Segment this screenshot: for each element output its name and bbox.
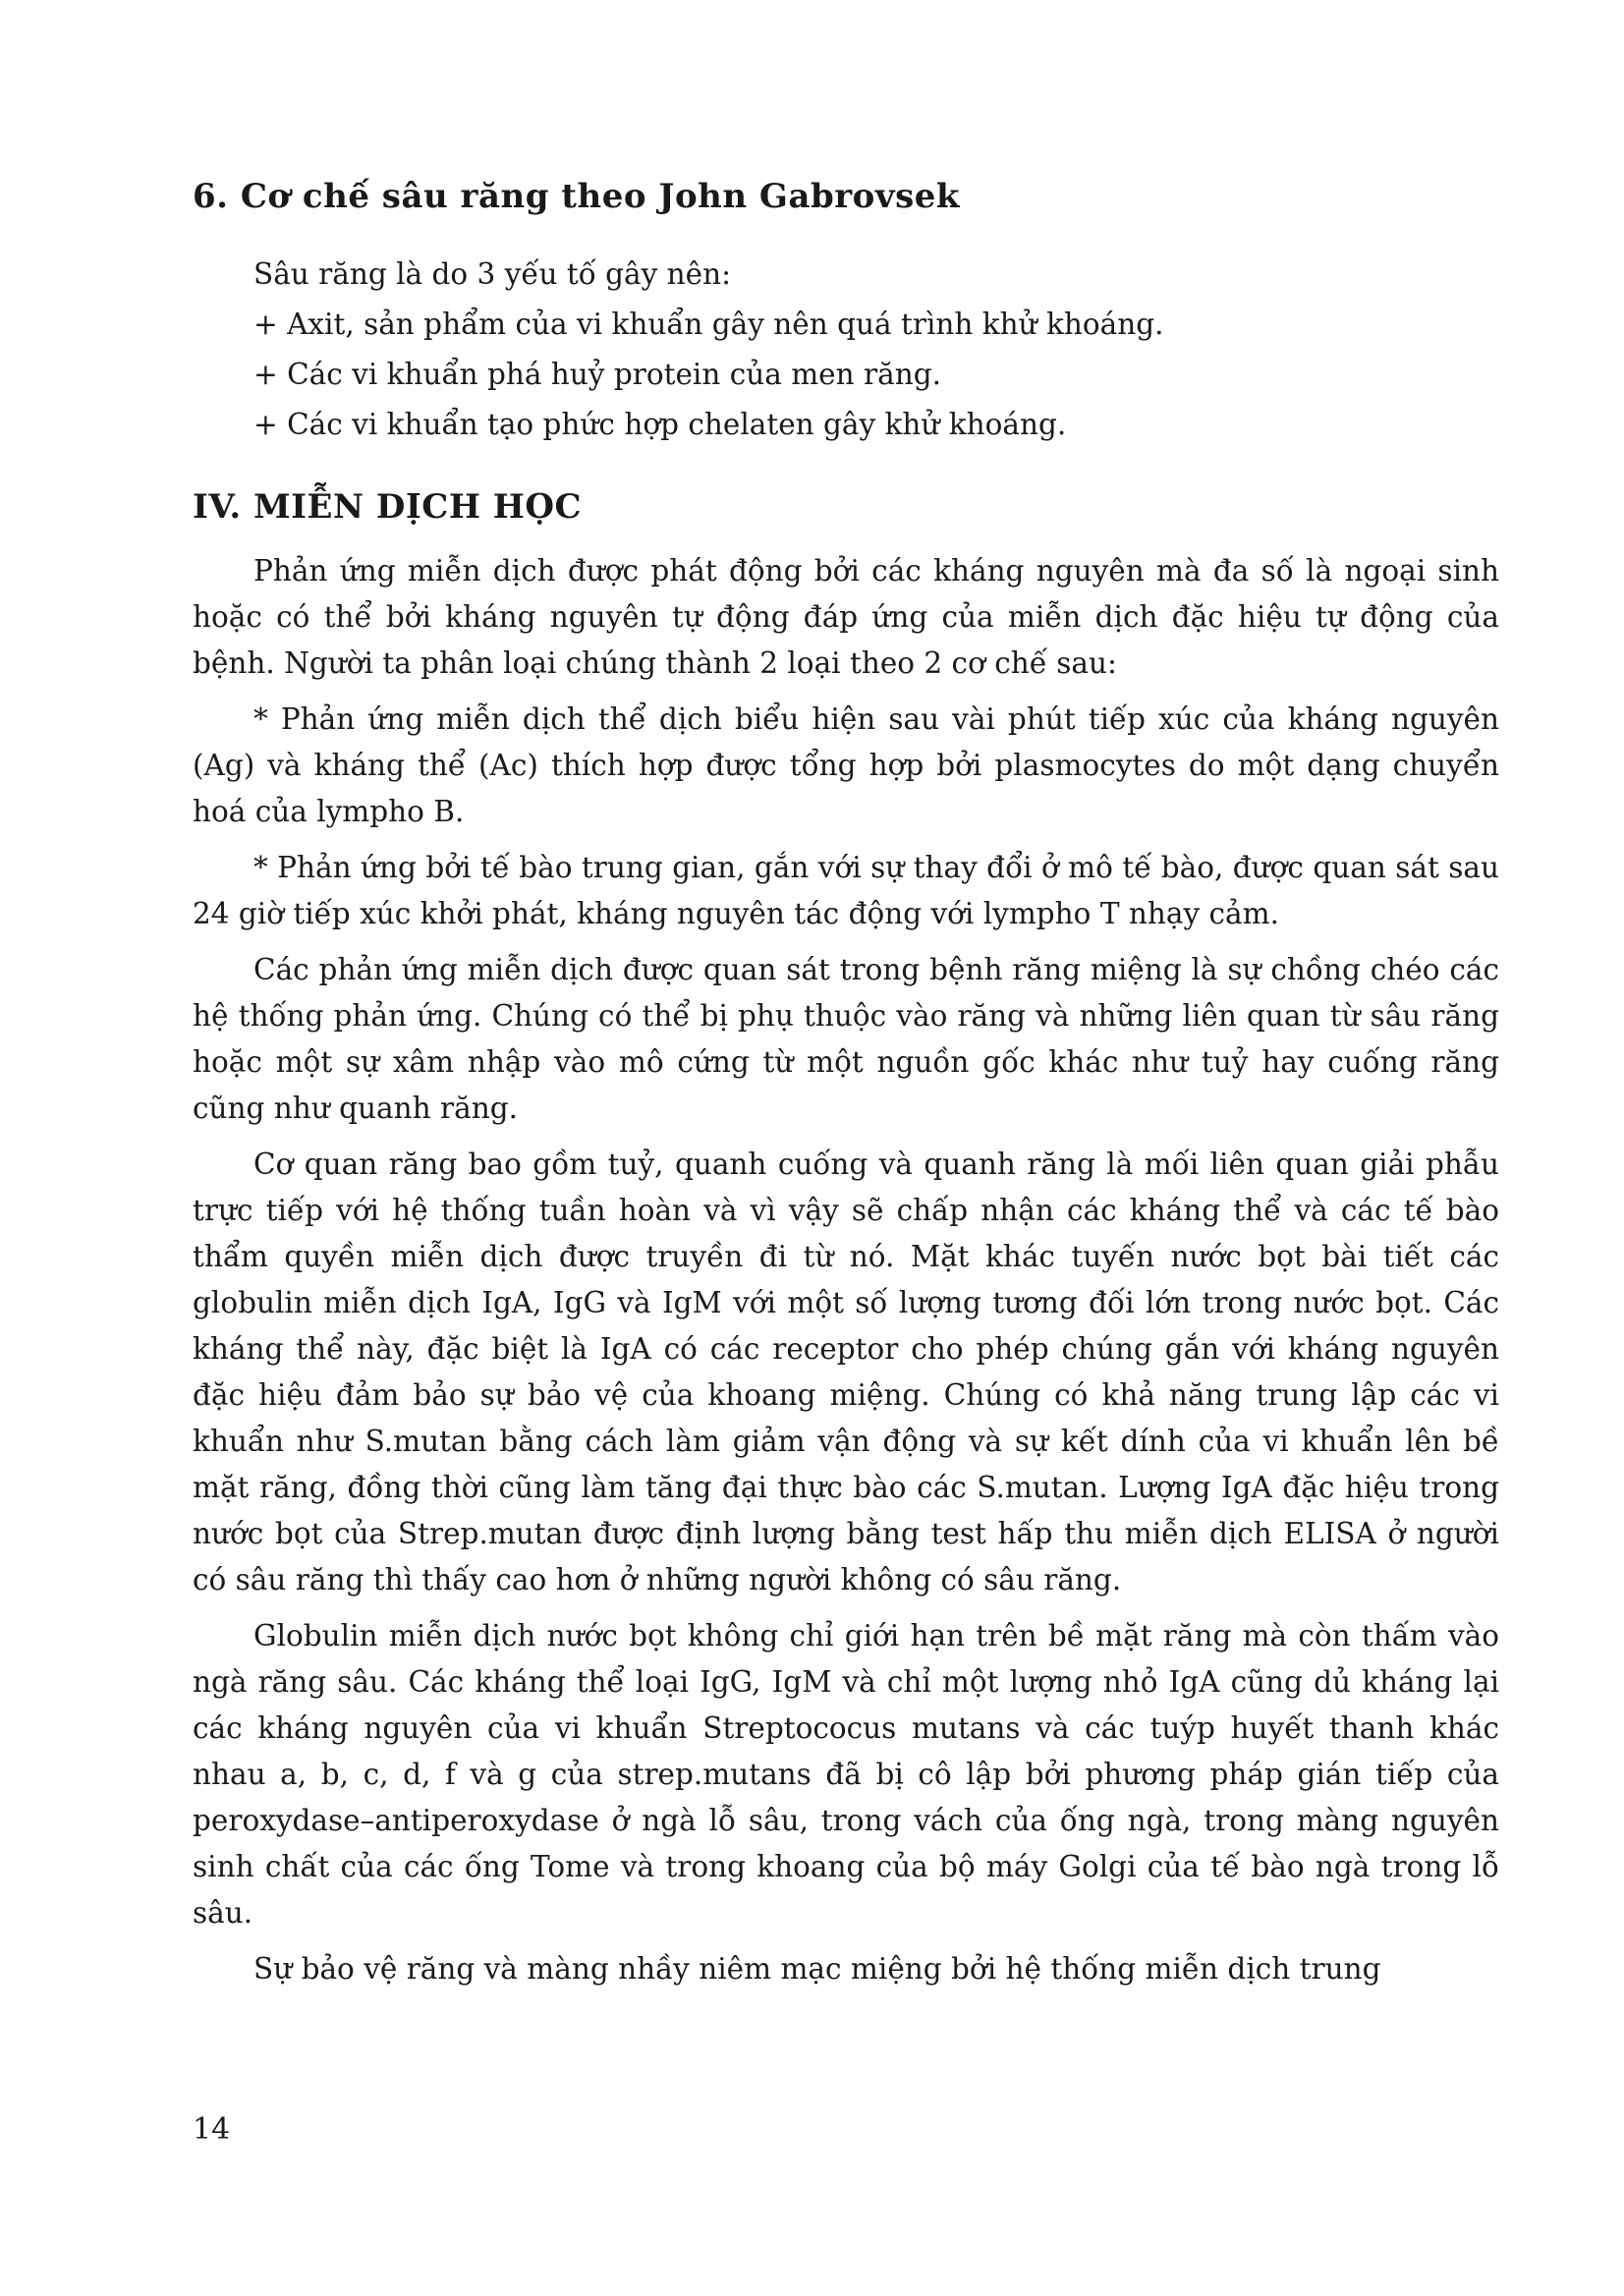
page-content [193,177,1499,2002]
subsection-title: 6. Cơ chế sâu răng theo John Gabrovsek [193,177,960,216]
subsection-item: + Axit, sản phẩm của vi khuẩn gây nên quá trình khử khoáng. [253,308,1164,341]
section-title: IV. MIỄN DỊCH HỌC [193,487,583,527]
subsection-item: + Các vi khuẩn phá huỷ protein của men răng. [253,358,941,391]
paragraph: Globulin miễn dịch nước bọt không chỉ giới hạn trên bề mặt răng mà còn thấm vào ngà răng sâu. Các kháng thể loại IgG, IgM và chỉ một lượng nhỏ IgA cũng dủ kháng lại các kháng nguyên của vi khuẩn Streptococus mutans và các tuýp huyết thanh khác nhau a, b, c, d, f và g của strep.mutans đã bị cô lập bởi phương pháp gián tiếp của peroxydase–antiperoxydase ở ngà lỗ sâu, trong vách của ống ngà, trong màng nguyên sinh chất của các ống Tome và trong khoang của bộ máy Golgi của tế bào ngà trong lỗ sâu. [193,1619,1499,1930]
paragraph: Cơ quan răng bao gồm tuỷ, quanh cuống và quanh răng là mối liên quan giải phẫu trực tiếp với hệ thống tuần hoàn và vì vậy sẽ chấp nhận các kháng thể và các tế bào thẩm quyền miễn dịch được truyền đi từ nó. Mặt khác tuyến nước bọt bài tiết các globulin miễn dịch IgA, IgG và IgM với một số lượng tương đối lớn trong nước bọt. Các kháng thể này, đặc biệt là IgA có các receptor cho phép chúng gắn với kháng nguyên đặc hiệu đảm bảo sự bảo vệ của khoang miệng. Chúng có khả năng trung lập các vi khuẩn như S.mutan bằng cách làm giảm vận động và sự kết dính của vi khuẩn lên bề mặt răng, đồng thời cũng làm tăng đại thực bào các S.mutan. Lượng IgA đặc hiệu trong nước bọt của Strep.mutan được định lượng bằng test hấp thu miễn dịch ELISA ở người có sâu răng thì thấy cao hơn ở những người không có sâu răng. [193,1148,1499,1596]
section-body [193,548,1499,1992]
subsection-body [193,250,1499,450]
paragraph: Phản ứng miễn dịch được phát động bởi các kháng nguyên mà đa số là ngoại sinh hoặc có thể bởi kháng nguyên tự động đáp ứng của miễn dịch đặc hiệu tự động của bệnh. Người ta phân loại chúng thành 2 loại theo 2 cơ chế sau: [193,554,1499,680]
subsection-item: + Các vi khuẩn tạo phức hợp chelaten gây khử khoáng. [253,408,1067,441]
paragraph: Các phản ứng miễn dịch được quan sát trong bệnh răng miệng là sự chồng chéo các hệ thống phản ứng. Chúng có thể bị phụ thuộc vào răng và những liên quan từ sâu răng hoặc một sự xâm nhập vào mô cứng từ một nguồn gốc khác như tuỷ hay cuống răng cũng như quanh răng. [193,953,1499,1125]
page-number: 14 [193,2112,231,2147]
paragraph: Sự bảo vệ răng và màng nhầy niêm mạc miệng bởi hệ thống miễn dịch trung [253,1952,1381,1986]
subsection-intro: Sâu răng là do 3 yếu tố gây nên: [253,257,732,291]
paragraph: * Phản ứng bởi tế bào trung gian, gắn với sự thay đổi ở mô tế bào, được quan sát sau 24 giờ tiếp xúc khởi phát, kháng nguyên tác động với lympho T nhạy cảm. [193,851,1499,930]
paragraph: * Phản ứng miễn dịch thể dịch biểu hiện sau vài phút tiếp xúc của kháng nguyên (Ag) và kháng thể (Ac) thích hợp được tổng hợp bởi plasmocytes do một dạng chuyển hoá của lympho B. [193,702,1499,828]
